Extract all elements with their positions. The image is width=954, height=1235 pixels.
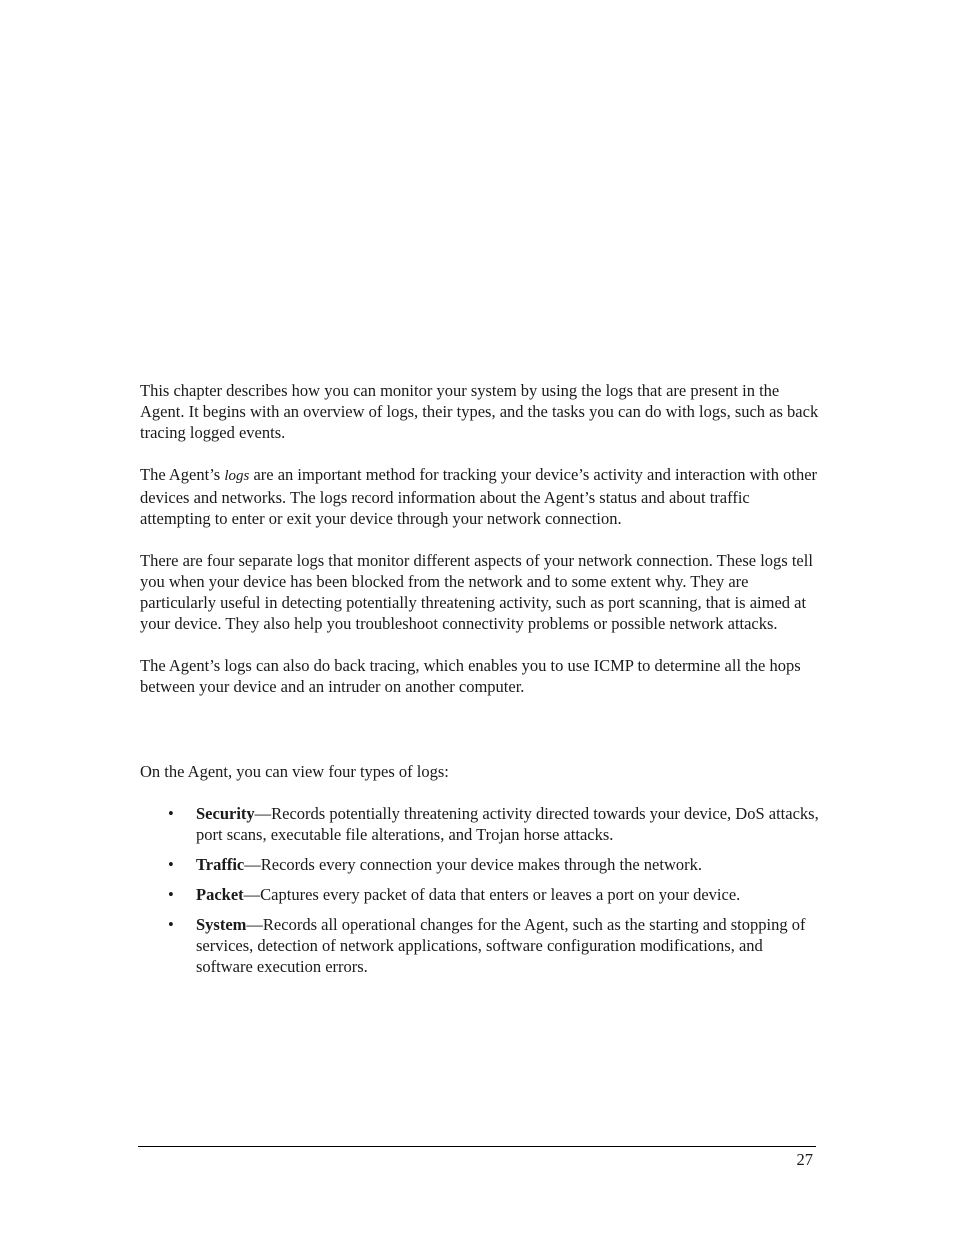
four-logs-paragraph: There are four separate logs that monitor different aspects of your network connection. These logs tell you when your device has been blocked from the network and to some extent why. They are particularly useful in detecting potentially threatening activity, such as port scanning, that is aimed at your device. They also help you troubleshoot connectivity problems or possible network attacks. (140, 551, 813, 633)
back-tracing-paragraph: The Agent’s logs can also do back tracing, which enables you to use ICMP to determine all the hops between your device and an intruder on another computer. (140, 656, 801, 696)
bullet: • (168, 855, 174, 874)
bullet: • (168, 915, 174, 934)
intro-paragraph: This chapter describes how you can monitor your system by using the logs that are present in the Agent. It begins with an overview of logs, their types, and the tasks you can do with logs, such as back tracing logged events. (140, 381, 819, 442)
page-number: 27 (796, 1150, 813, 1169)
log-type-description: —Records all operational changes for the Agent, such as the starting and stopping of services, detection of network applications, software configuration modifications, and software execution errors. (196, 915, 806, 976)
logs-definition-pre: The Agent’s (140, 465, 225, 484)
bullet: • (168, 804, 174, 823)
list-item (140, 854, 820, 875)
logs-definition-paragraph (140, 464, 820, 529)
list-item (140, 914, 820, 977)
list-item (140, 884, 820, 905)
log-types-lead: On the Agent, you can view four types of logs: (140, 762, 449, 781)
log-type-description: —Records potentially threatening activity directed towards your device, DoS attacks, port scans, executable file alterations, and Trojan horse attacks. (196, 804, 819, 844)
list-item (140, 803, 820, 845)
log-type-description: —Records every connection your device makes through the network. (244, 855, 702, 874)
log-type-term: Security (196, 804, 255, 823)
log-type-term: System (196, 915, 247, 934)
footer-rule (138, 1146, 816, 1147)
bullet: • (168, 885, 174, 904)
page-content (140, 380, 820, 986)
logs-definition-post: are an important method for tracking your device’s activity and interaction with other devices and networks. The logs record information about the Agent’s status and about traffic attempting to enter or exit your device through your network connection. (140, 465, 818, 528)
log-types-list (140, 803, 820, 977)
log-type-term: Packet (196, 885, 244, 904)
log-type-description: —Captures every packet of data that enters or leaves a port on your device. (243, 885, 741, 904)
log-type-term: Traffic (196, 855, 245, 874)
logs-term: logs (224, 468, 250, 484)
